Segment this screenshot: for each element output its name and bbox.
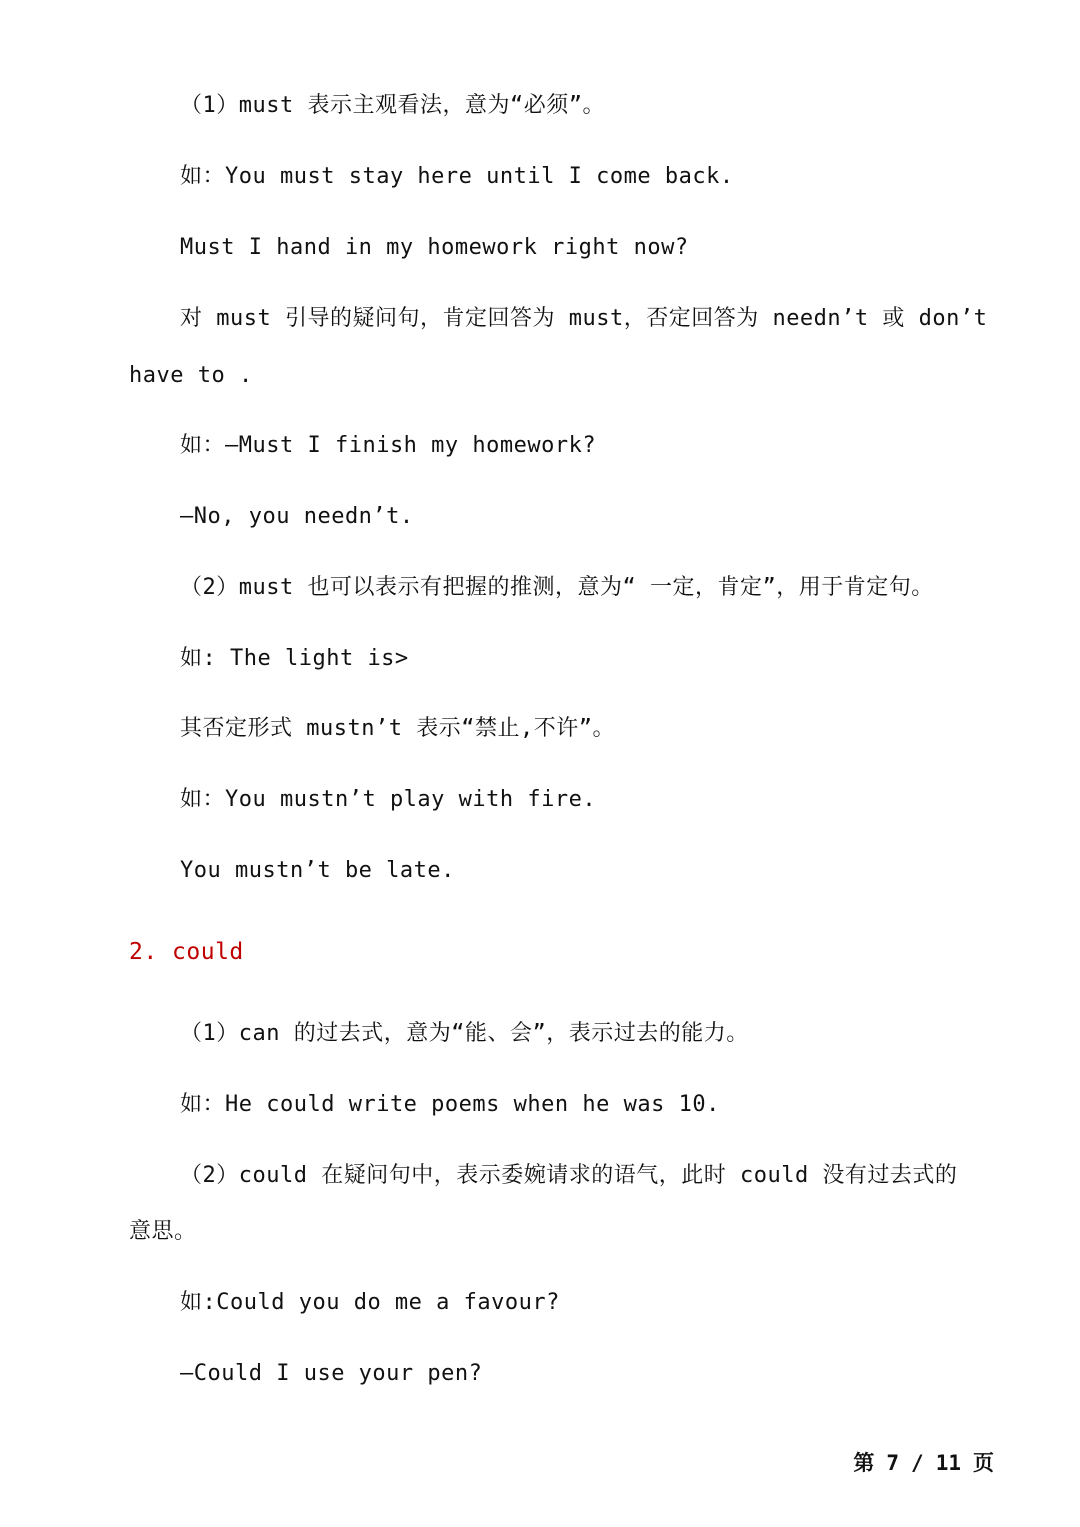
text-line: —No, you needn’t. — [180, 504, 414, 529]
text-line: 意思。 — [129, 1219, 197, 1244]
text-line: 如：You must stay here until I come back. — [180, 164, 734, 189]
text-line: （2）could 在疑问句中，表示委婉请求的语气，此时 could 没有过去式的 — [180, 1163, 958, 1188]
text-line: 对 must 引导的疑问句，肯定回答为 must，否定回答为 needn’t 或 don’t — [180, 306, 988, 331]
current-page: 7 — [886, 1451, 900, 1475]
text-line: have to . — [129, 363, 253, 388]
text-line: 如：He could write poems when he was 10. — [180, 1092, 720, 1117]
text-line: （1）can 的过去式，意为“能、会”，表示过去的能力。 — [180, 1021, 749, 1046]
total-pages: 11 — [935, 1451, 961, 1475]
text-line: 如：You mustn’t play with fire. — [180, 787, 597, 812]
page-number — [847, 1447, 1000, 1477]
text-line: （1）must 表示主观看法，意为“必须”。 — [180, 93, 605, 118]
page-suffix: 页 — [973, 1451, 994, 1475]
text-line: 如:Could you do me a favour? — [180, 1290, 560, 1315]
text-line: （2）must 也可以表示有把握的推测，意为“ 一定，肯定”，用于肯定句。 — [180, 575, 934, 600]
page-prefix: 第 — [853, 1451, 875, 1475]
text-line: Must I hand in my homework right now? — [180, 235, 689, 260]
section-heading: 2. could — [129, 939, 244, 965]
text-line: 如: The light is> — [180, 646, 409, 671]
text-line: 如：—Must I finish my homework? — [180, 433, 597, 458]
text-line: 其否定形式 mustn’t 表示“禁止,不许”。 — [180, 716, 615, 741]
text-line: You mustn’t be late. — [180, 858, 455, 883]
text-line: —Could I use your pen? — [180, 1361, 483, 1386]
page-separator: / — [911, 1451, 924, 1475]
